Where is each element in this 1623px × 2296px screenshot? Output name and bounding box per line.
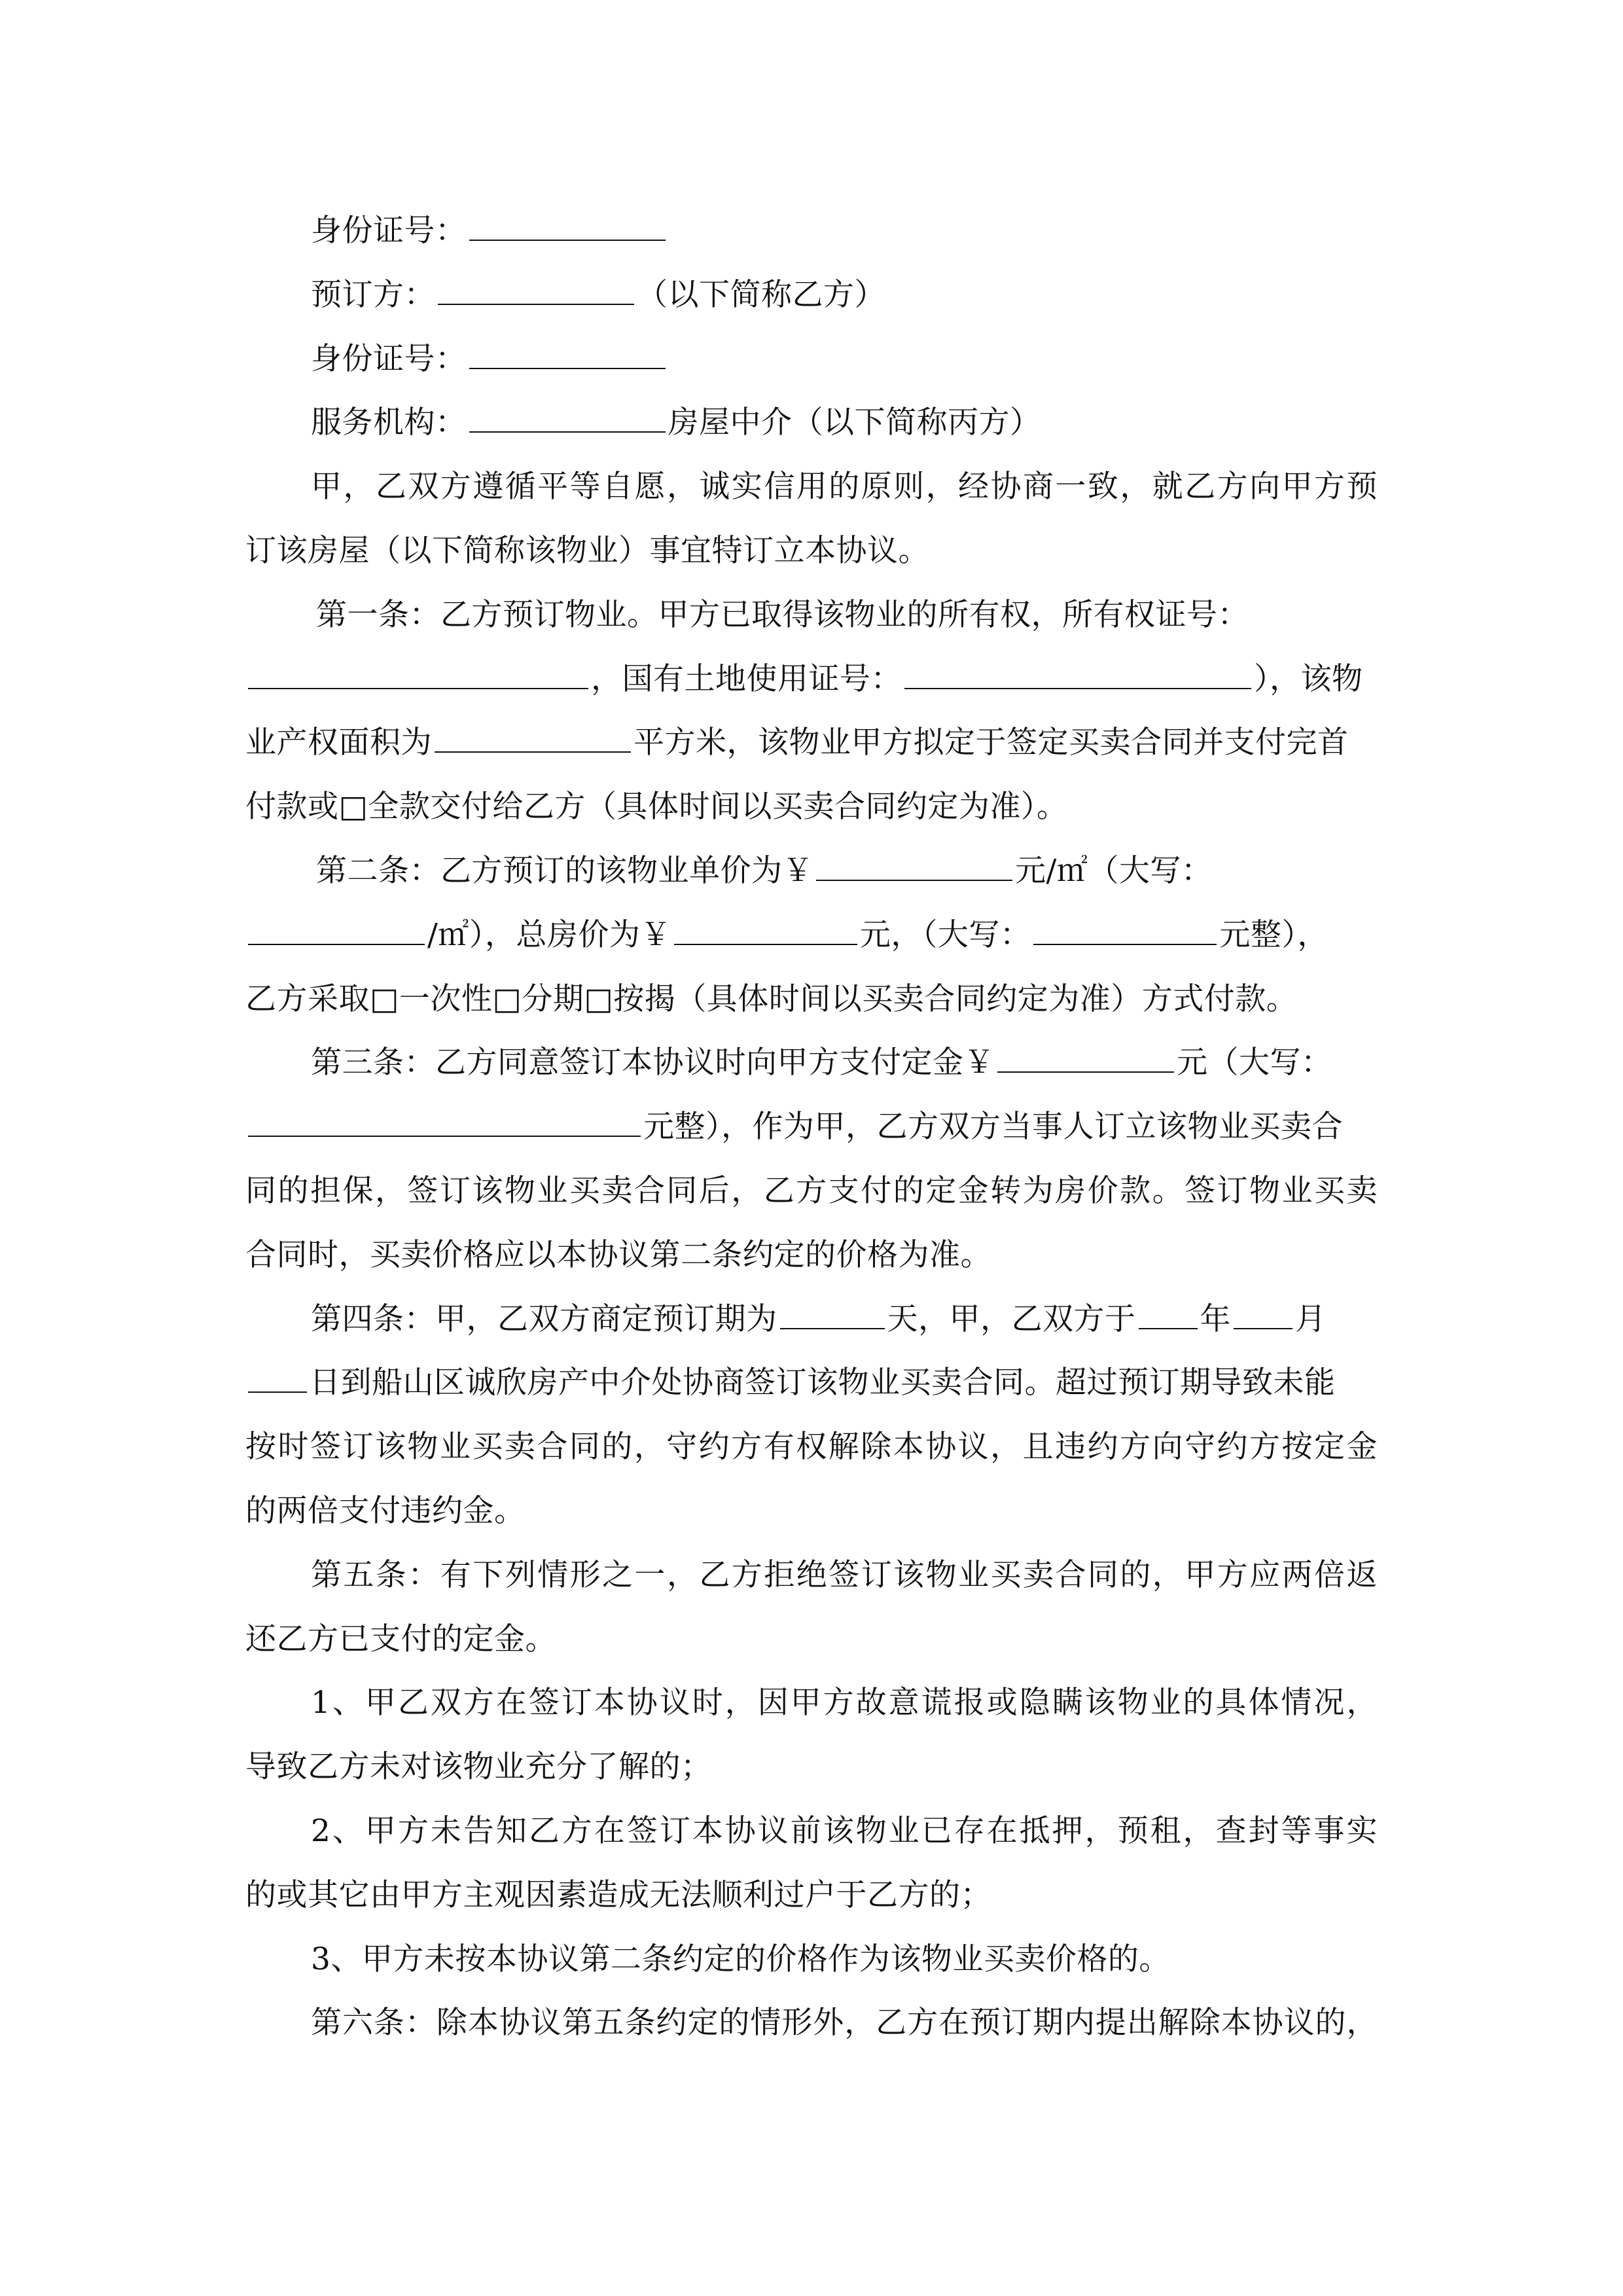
paragraph-text: 导致乙方未对该物业充分了解的；	[245, 1749, 712, 1785]
id-number-label: 身份证号：	[311, 340, 467, 377]
unit-price-blank	[816, 840, 1012, 881]
paragraph-text: 2、甲方未告知乙方在签订本协议前该物业已存在抵押，预租，查封等事实	[311, 1812, 1378, 1849]
service-agency-label: 服务机构：	[311, 404, 467, 441]
paragraph-text: 还乙方已支付的定金。	[245, 1621, 556, 1657]
paragraph-text: 月	[1295, 1300, 1327, 1337]
paragraph-text: 第五条：有下列情形之一，乙方拒绝签订该物业买卖合同的，甲方应两倍返	[311, 1556, 1378, 1593]
article-2-line-2	[245, 903, 1378, 967]
service-agency-note: 房屋中介（以下简称丙方）	[668, 404, 1041, 441]
booking-party-note: （以下简称乙方）	[637, 276, 885, 313]
paragraph-text: 甲，乙双方遵循平等自愿，诚实信用的原则，经协商一致，就乙方向甲方预	[311, 469, 1378, 505]
paragraph-text: 第三条：乙方同意签订本协议时向甲方支付定金￥	[311, 1045, 995, 1081]
clause-5-2-line-1	[245, 1799, 1378, 1863]
paragraph-text: 第一条：乙方预订物业。甲方已取得该物业的所有权，所有权证号：	[316, 596, 1249, 633]
preamble-line-2	[245, 519, 1378, 583]
paragraph-text: 乙方采取□一次性□分期□按揭（具体时间以买卖合同约定为准）方式付款。	[245, 980, 1298, 1017]
paragraph-text: 第四条：甲，乙双方商定预订期为	[311, 1300, 777, 1337]
paragraph-text: 年	[1200, 1300, 1231, 1337]
booking-party-line	[245, 263, 1378, 327]
article-1-line-4	[245, 775, 1378, 839]
year-blank	[1139, 1289, 1198, 1329]
paragraph-text: 第六条：除本协议第五条约定的情形外，乙方在预订期内提出解除本协议的，	[311, 2005, 1378, 2041]
article-3-line-3	[245, 1159, 1378, 1223]
article-4-line-2	[245, 1351, 1378, 1415]
land-cert-blank	[904, 649, 1251, 689]
article-3-line-2	[245, 1095, 1378, 1159]
id-number-line-1	[245, 199, 1378, 263]
paragraph-text: 订该房屋（以下简称该物业）事宜特订立本协议。	[245, 532, 929, 569]
paragraph-text: 合同时，买卖价格应以本协议第二条约定的价格为准。	[245, 1236, 991, 1273]
clause-5-2-line-2	[245, 1863, 1378, 1928]
id-number-blank	[469, 329, 666, 369]
day-blank	[248, 1352, 307, 1393]
total-price-words-blank	[1033, 905, 1217, 945]
clause-5-1-line-2	[245, 1735, 1378, 1799]
paragraph-text: 日到船山区诚欣房产中介处协商签订该物业买卖合同。超过预订期导致未能	[310, 1365, 1336, 1401]
id-number-line-2	[245, 327, 1378, 391]
article-1-line-2	[245, 647, 1378, 711]
article-5-line-1	[245, 1543, 1378, 1607]
booking-days-blank	[780, 1289, 885, 1329]
clause-5-1-line-1	[245, 1671, 1378, 1735]
paragraph-text: 同的担保，签订该物业买卖合同后，乙方支付的定金转为房价款。签订物业买卖	[245, 1172, 1378, 1209]
article-5-line-2	[245, 1607, 1378, 1672]
article-4-line-1	[245, 1287, 1378, 1352]
article-6-line-1	[245, 1991, 1378, 2055]
article-2-line-3	[245, 967, 1378, 1031]
paragraph-text: 元整），	[1219, 916, 1329, 953]
unit-price-words-blank	[248, 905, 425, 945]
article-1-line-3	[245, 711, 1378, 775]
article-1-line-1	[245, 583, 1378, 647]
deposit-blank	[997, 1032, 1174, 1073]
booking-party-label: 预订方：	[311, 276, 435, 313]
article-2-line-1	[245, 839, 1378, 903]
paragraph-text: ），该物	[1254, 660, 1363, 697]
booking-party-blank	[438, 264, 634, 305]
paragraph-text: 元/㎡（大写：	[1015, 852, 1213, 889]
preamble-line-1	[245, 455, 1378, 519]
paragraph-text: 第二条：乙方预订的该物业单价为￥	[316, 852, 813, 889]
paragraph-text: 平方米，该物业甲方拟定于签定买卖合同并支付完首	[633, 725, 1349, 761]
article-3-line-4	[245, 1223, 1378, 1287]
ownership-cert-blank	[248, 649, 588, 689]
paragraph-text: 的两倍支付违约金。	[245, 1492, 526, 1529]
paragraph-text: 天，甲，乙双方于	[887, 1300, 1136, 1337]
paragraph-text: 业产权面积为	[245, 725, 432, 761]
paragraph-text: 的或其它由甲方主观因素造成无法顺利过户于乙方的；	[245, 1876, 991, 1913]
paragraph-text: 元，（大写：	[859, 916, 1031, 953]
article-3-line-1	[245, 1031, 1378, 1095]
id-number-label: 身份证号：	[311, 213, 467, 249]
service-agency-line	[245, 391, 1378, 455]
paragraph-text: 3、甲方未按本协议第二条约定的价格作为该物业买卖价格的。	[311, 1941, 1170, 1977]
article-4-line-4	[245, 1479, 1378, 1543]
paragraph-text: 元（大写：	[1177, 1045, 1332, 1081]
id-number-blank	[469, 200, 666, 241]
article-4-line-3	[245, 1415, 1378, 1479]
deposit-words-blank	[248, 1096, 641, 1137]
paragraph-text: 元整），作为甲，乙方双方当事人订立该物业买卖合	[643, 1109, 1343, 1145]
total-price-blank	[674, 905, 857, 945]
clause-5-3-line-1	[245, 1928, 1378, 1992]
contract-body	[245, 199, 1378, 2055]
paragraph-text: ，国有土地使用证号：	[591, 660, 902, 697]
service-agency-blank	[469, 392, 666, 433]
paragraph-text: /㎡），总房价为￥	[427, 916, 671, 953]
area-blank	[435, 712, 631, 753]
paragraph-text: 1、甲乙双方在签订本协议时，因甲方故意谎报或隐瞒该物业的具体情况，	[311, 1685, 1378, 1721]
paragraph-text: 付款或□全款交付给乙方（具体时间以买卖合同约定为准）。	[245, 789, 1068, 825]
month-blank	[1234, 1289, 1293, 1329]
paragraph-text: 按时签订该物业买卖合同的，守约方有权解除本协议，且违约方向守约方按定金	[245, 1429, 1378, 1465]
